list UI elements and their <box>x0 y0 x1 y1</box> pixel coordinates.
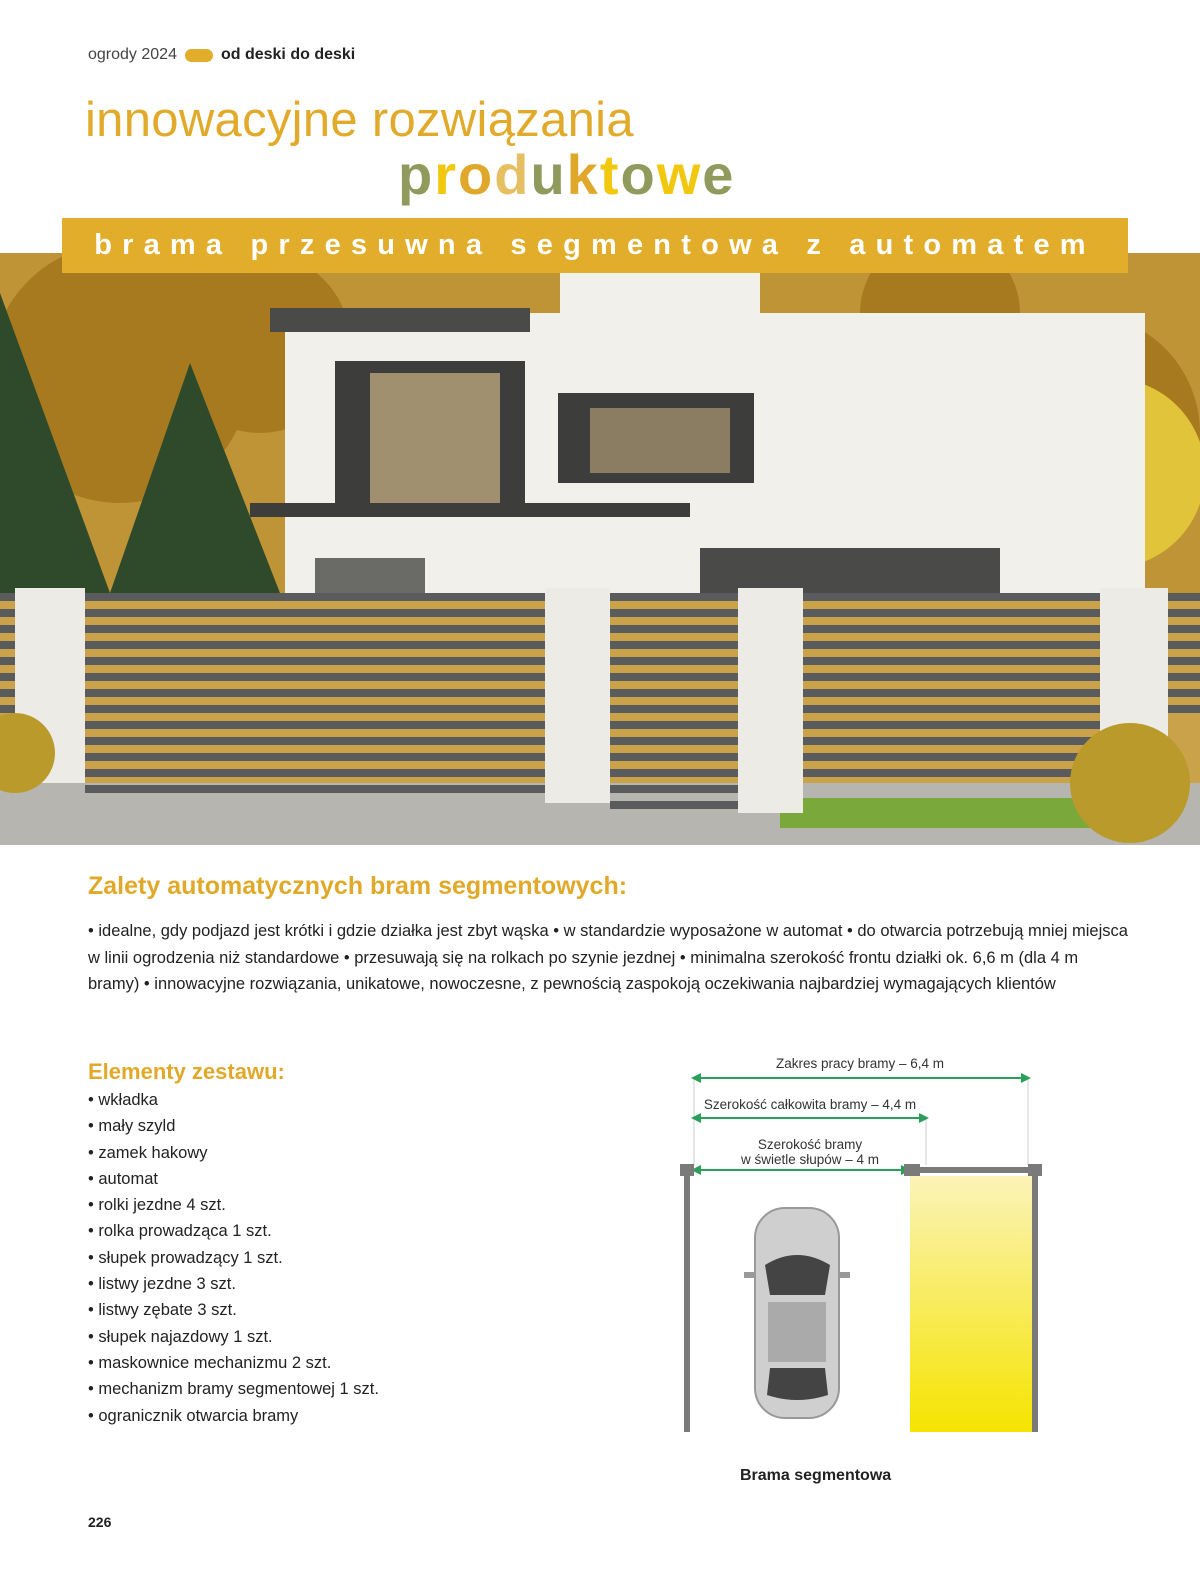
fence-slat <box>610 721 738 729</box>
fence-slat <box>1168 609 1200 617</box>
kit-item: • mechanizm bramy segmentowej 1 szt. <box>88 1376 379 1402</box>
fence-slat <box>803 705 1100 713</box>
fence-slat <box>85 721 545 729</box>
fence-slat <box>610 769 738 777</box>
total-width-label: Szerokość całkowita bramy – 4,4 m <box>703 1097 917 1112</box>
fence-slat <box>803 721 1100 729</box>
fence-slat <box>85 657 545 665</box>
house <box>250 273 1145 598</box>
kit-item: • listwy jezdne 3 szt. <box>88 1271 379 1297</box>
kit-item: • słupek prowadzący 1 szt. <box>88 1245 379 1271</box>
advantages-text: • idealne, gdy podjazd jest krótki i gdzie działka jest zbyt wąska • w standardzie wyposażone w automat • do otwarcia potrzebują mniej miejsca w linii ogrodzenia niż standardowe • przesuwają się na rolkach po szynie jezdnej • minimalna szerokość frontu działki ok. 6,6 m (dla 4 m bramy) • innowacyjne rozwiązania, unikatowe, nowoczesne, z pewnością zaspokoją oczekiwania najbardziej wymagających klientów <box>88 922 1128 994</box>
kit-item: • zamek hakowy <box>88 1140 379 1166</box>
fence-slat <box>85 785 545 793</box>
pill-divider <box>185 49 213 62</box>
title-letter: w <box>656 143 703 206</box>
fence-slat <box>610 737 738 745</box>
fence-slat <box>803 769 1100 777</box>
fence-slat <box>0 705 15 713</box>
kit-item: • słupek najazdowy 1 szt. <box>88 1324 379 1350</box>
fence-slat <box>85 641 545 649</box>
fence-slat <box>0 625 15 633</box>
fence-slat <box>803 593 1100 601</box>
fence-slat <box>610 801 738 809</box>
fence-slat <box>1168 657 1200 665</box>
advantages-heading: Zalety automatycznych bram segmentowych: <box>88 872 628 900</box>
fence-slat <box>610 785 738 793</box>
fence-slat <box>1168 673 1200 681</box>
fence-slat <box>0 689 15 697</box>
title-letter: t <box>599 143 621 206</box>
title-letter: r <box>434 143 459 206</box>
fence-slat <box>803 689 1100 697</box>
title-letter: p <box>398 143 435 206</box>
clear-width-line1: Szerokość bramy <box>757 1137 863 1152</box>
fence-slat <box>803 673 1100 681</box>
range-label: Zakres pracy bramy – 6,4 m <box>775 1056 945 1071</box>
fence-slat <box>803 641 1100 649</box>
fence-slat <box>610 609 738 617</box>
fence-slat <box>610 657 738 665</box>
clear-width-line2: w świetle słupów – 4 m <box>740 1152 880 1167</box>
fence-slat <box>85 769 545 777</box>
diagram-caption: Brama segmentowa <box>740 1467 892 1484</box>
fence-slat <box>85 689 545 697</box>
subsection-label: od deski do deski <box>220 46 356 63</box>
fence-slat <box>1168 705 1200 713</box>
product-banner: brama przesuwna segmentowa z automatem <box>62 218 1128 273</box>
product-photo <box>0 253 1200 845</box>
kit-item: • rolka prowadząca 1 szt. <box>88 1218 379 1244</box>
kit-heading: Elementy zestawu: <box>88 1059 285 1084</box>
fence-slat <box>610 625 738 633</box>
kit-item: • listwy zębate 3 szt. <box>88 1297 379 1323</box>
title-letter: o <box>620 143 657 206</box>
fence-slat <box>610 593 738 601</box>
kit-item: • mały szyld <box>88 1113 379 1139</box>
fence-slat <box>85 705 545 713</box>
page-title-line1: innowacyjne rozwiązania <box>85 93 634 147</box>
fence-slat <box>0 593 15 601</box>
kit-item: • maskownice mechanizmu 2 szt. <box>88 1350 379 1376</box>
fence-slat <box>85 673 545 681</box>
fence-slat <box>803 753 1100 761</box>
fence-slat <box>1168 689 1200 697</box>
fence-slat <box>0 657 15 665</box>
kit-item: • ogranicznik otwarcia bramy <box>88 1403 379 1429</box>
title-letter: d <box>494 143 531 206</box>
kit-list <box>88 1087 379 1429</box>
kit-item: • wkładka <box>88 1087 379 1113</box>
fence-slat <box>85 737 545 745</box>
page-title-line2 <box>398 142 735 207</box>
fence-slat <box>0 641 15 649</box>
fence-slat <box>0 609 15 617</box>
fence-slat <box>85 753 545 761</box>
fence-slat <box>1168 593 1200 601</box>
title-letter: o <box>458 143 495 206</box>
kit-item: • rolki jezdne 4 szt. <box>88 1192 379 1218</box>
title-letter: e <box>702 143 736 206</box>
fence-slat <box>610 705 738 713</box>
title-letter: k <box>566 143 600 206</box>
fence-slat <box>803 609 1100 617</box>
gate-panel <box>910 1176 1032 1432</box>
running-header <box>88 46 355 64</box>
fence-slat <box>0 673 15 681</box>
fence-slat <box>610 753 738 761</box>
fence-slat <box>85 609 545 617</box>
fence-slat <box>85 593 545 601</box>
kit-item: • automat <box>88 1166 379 1192</box>
section-label: ogrody 2024 <box>88 46 177 63</box>
fence-slat <box>803 737 1100 745</box>
fence-slat <box>610 673 738 681</box>
fence-slat <box>85 625 545 633</box>
car-icon <box>744 1208 850 1418</box>
fence-slat <box>1168 625 1200 633</box>
fence-slat <box>610 689 738 697</box>
title-letter: u <box>530 143 567 206</box>
fence-slat <box>803 625 1100 633</box>
fence-slat <box>1168 641 1200 649</box>
fence-slat <box>610 641 738 649</box>
clear-width-label <box>700 1137 920 1167</box>
gate-diagram <box>660 1040 1080 1440</box>
page-number: 226 <box>88 1514 112 1530</box>
fence-slat <box>803 657 1100 665</box>
